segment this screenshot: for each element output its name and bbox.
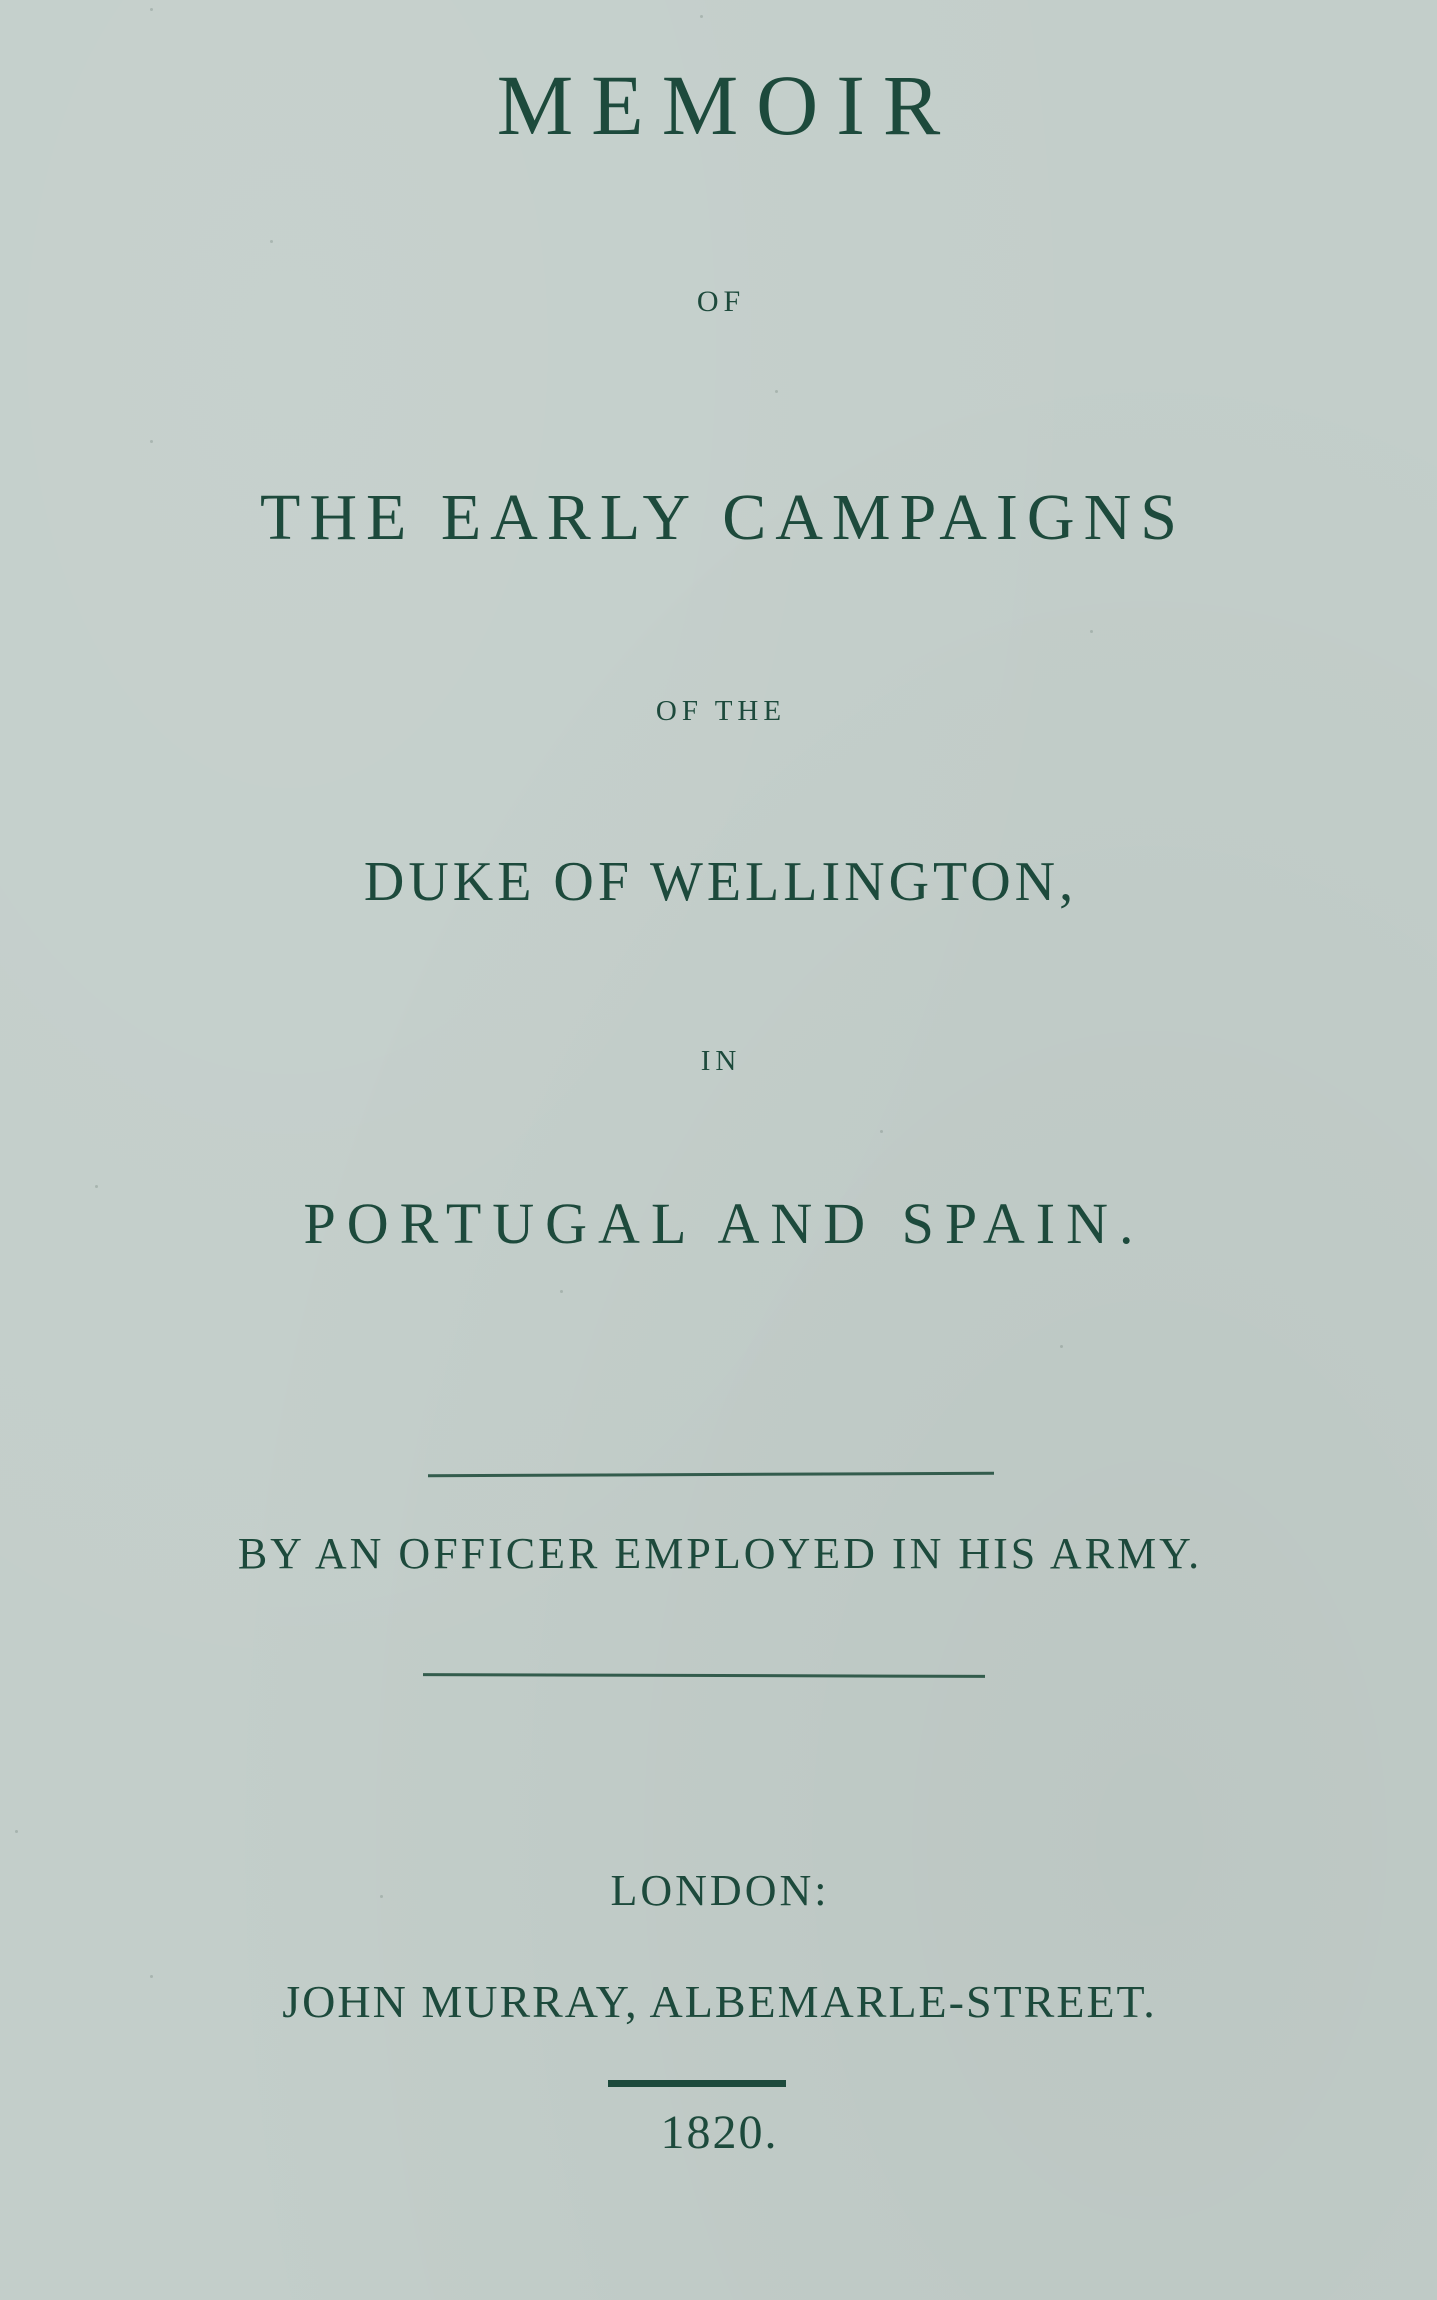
paper-speck — [150, 1975, 153, 1978]
paper-speck — [700, 15, 703, 18]
divider-rule-below-author — [423, 1673, 985, 1678]
title-connector-of-the: OF THE — [655, 695, 787, 727]
imprint-year: 1820. — [660, 2106, 779, 2159]
paper-speck — [95, 1185, 98, 1188]
paper-speck — [150, 440, 153, 443]
paper-speck — [1060, 1345, 1063, 1348]
divider-rule-above-year — [608, 2080, 786, 2087]
paper-speck — [560, 1290, 563, 1293]
paper-speck — [880, 1130, 883, 1133]
author-statement: BY AN OFFICER EMPLOYED IN HIS ARMY. — [237, 1529, 1203, 1578]
imprint-publisher: JOHN MURRAY, ALBEMARLE-STREET. — [282, 1976, 1157, 2027]
paper-speck — [380, 1895, 383, 1898]
divider-rule-above-author — [428, 1472, 994, 1477]
title-person: DUKE OF WELLINGTON, — [363, 851, 1078, 913]
paper-speck — [775, 390, 778, 393]
title-connector-of: OF — [696, 285, 746, 318]
title-connector-in: IN — [700, 1045, 742, 1077]
title-place: PORTUGAL AND SPAIN. — [303, 1191, 1145, 1256]
paper-speck — [15, 1830, 18, 1833]
paper-speck — [150, 8, 153, 11]
title-subject: THE EARLY CAMPAIGNS — [260, 481, 1186, 554]
page-title: MEMOIR — [496, 57, 959, 153]
paper-speck — [1090, 630, 1093, 633]
paper-speck — [270, 240, 273, 243]
imprint-city: LONDON: — [610, 1866, 830, 1915]
